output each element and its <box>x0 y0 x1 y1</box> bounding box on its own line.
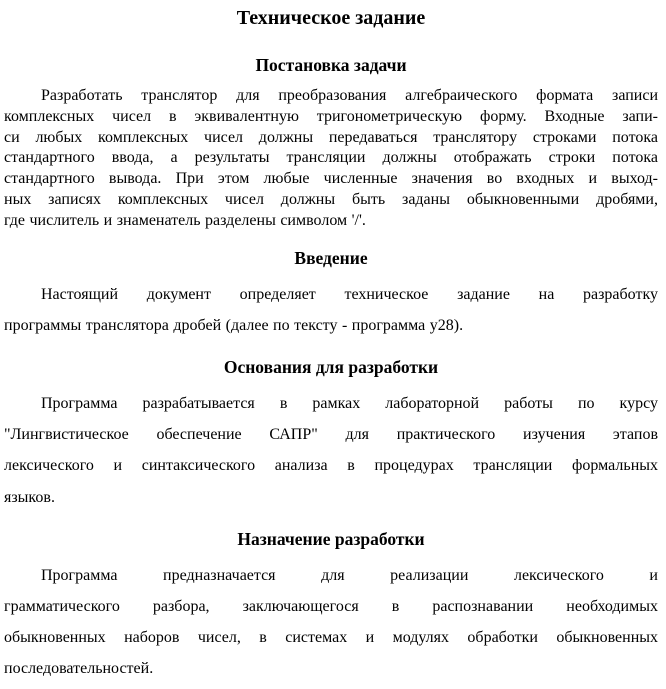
document-title: Техническое задание <box>236 7 426 29</box>
section-heading: Основания для разработки <box>223 356 439 377</box>
text-line: последовательностей. <box>4 660 154 678</box>
text-line: си любых комплексных чисел должны передаваться транслятору строками потока <box>4 128 658 146</box>
text-line: Разработать транслятор для преобразования алгебраического формата записи <box>41 87 658 104</box>
text-line: где числитель и знаменатель разделены символом '/'. <box>4 211 366 229</box>
document-body <box>4 54 658 685</box>
paragraph <box>4 279 658 341</box>
paragraph <box>4 388 658 513</box>
document-section <box>4 356 658 513</box>
text-line: Настоящий документ определяет техническое задание на разработку <box>41 285 658 303</box>
paragraph <box>4 560 658 685</box>
document-section <box>4 528 658 685</box>
paragraph <box>4 86 658 232</box>
text-line: грамматического разбора, заключающегося в распознавании необходимых <box>4 598 658 615</box>
section-heading: Постановка задачи <box>255 55 407 75</box>
text-line: обыкновенных наборов чисел, в системах и модулях обработки обыкновенных <box>4 629 658 647</box>
text-line: комплексных чисел в эквивалентную тригонометрическую форму. Входные запи- <box>4 107 658 125</box>
document-section <box>4 247 658 341</box>
document-section <box>4 54 658 232</box>
text-line: "Лингвистическое обеспечение САПР" для практического изучения этапов <box>4 426 658 444</box>
text-line: стандартного ввода, а результаты трансляции должны отображать строки потока <box>4 149 658 167</box>
text-line: лексического и синтаксического анализа в процедурах трансляции формальных <box>4 457 658 475</box>
text-line: программы транслятора дробей (далее по тексту - программа у28). <box>4 316 464 334</box>
text-line: языков. <box>4 488 55 506</box>
section-heading: Назначение разработки <box>237 528 425 549</box>
section-heading: Введение <box>294 247 368 268</box>
text-line: Программа разрабатывается в рамках лабораторной работы по курсу <box>41 394 658 412</box>
text-line: Программа предназначается для реализации лексического и <box>41 566 658 584</box>
text-line: стандартного вывода. При этом любые численные значения во входных и выход- <box>4 170 658 188</box>
text-line: ных записях комплексных чисел должны быть заданы обыкновенными дробями, <box>4 190 658 208</box>
